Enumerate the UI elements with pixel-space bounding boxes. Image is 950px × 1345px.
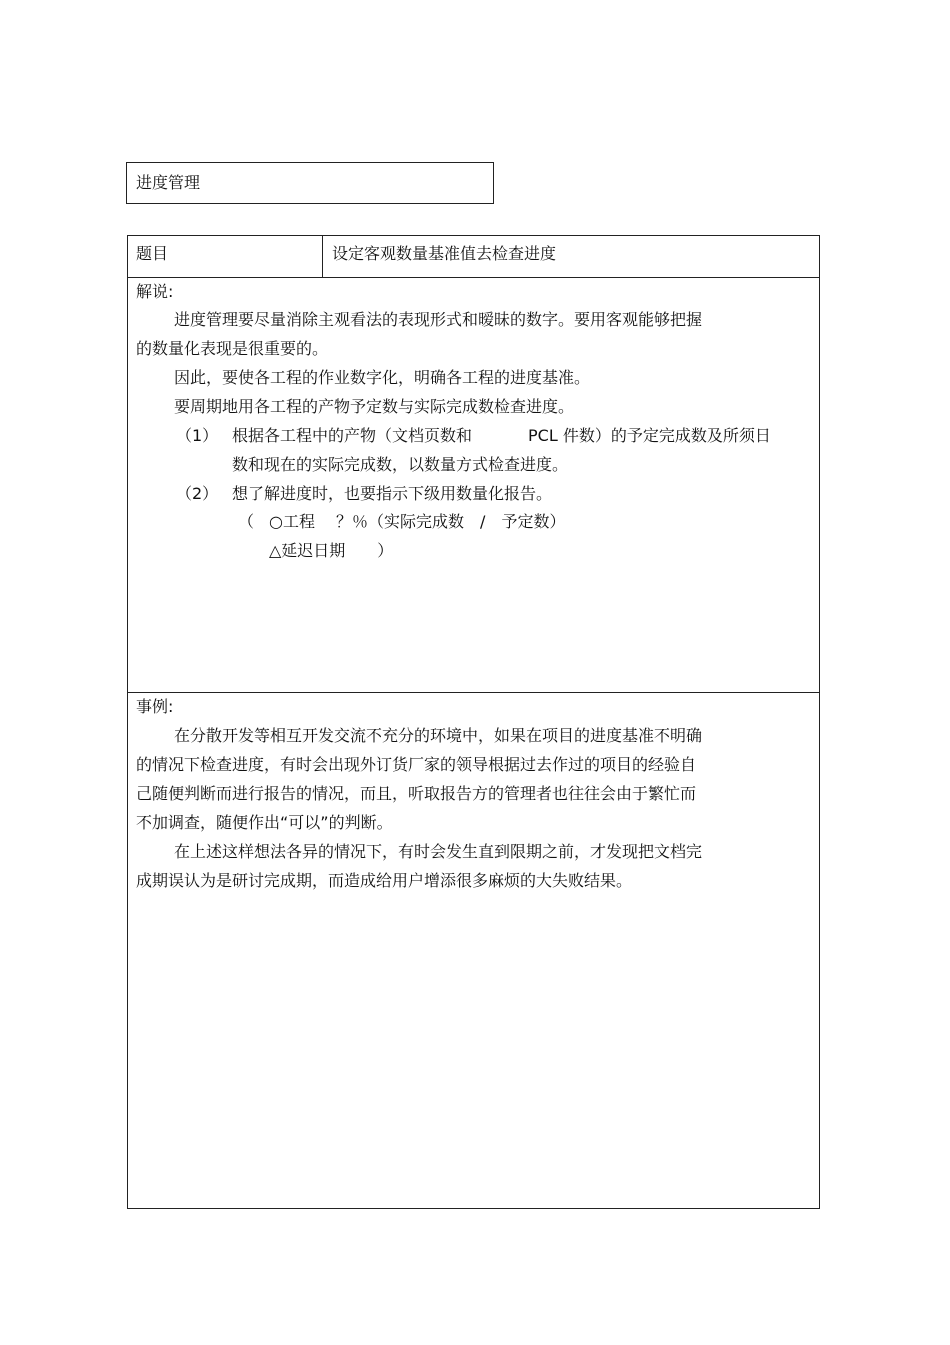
example-line: 在分散开发等相互开发交流不充分的环境中，如果在项目的进度基准不明确	[174, 726, 703, 745]
explanation-line: 的数量化表现是很重要的。	[136, 339, 329, 358]
explanation-line: 进度管理要尽量消除主观看法的表现形式和暧昧的数字。要用客观能够把握	[174, 310, 703, 329]
topic-label: 题目	[136, 244, 169, 263]
example-line: 在上述这样想法各异的情况下，有时会发生直到限期之前，才发现把文档完	[174, 842, 703, 861]
list-item-text: 数和现在的实际完成数，以数量方式检查进度。	[232, 455, 569, 474]
list-item-number: （2）	[176, 484, 219, 503]
topic-table	[127, 235, 820, 1209]
explanation-line: 因此，要使各工程的作业数字化，明确各工程的进度基准。	[174, 368, 591, 387]
row-divider-explanation	[128, 692, 819, 693]
report-format-line: △延迟日期 ）	[269, 541, 394, 560]
example-heading: 事例:	[136, 697, 174, 716]
report-format-line: ○工程 ？％（实际完成数 / 予定数）	[269, 512, 566, 531]
row-divider-topic	[128, 277, 819, 278]
category-box	[126, 162, 494, 204]
list-item-text: 想了解进度时，也要指示下级用数量化报告。	[232, 484, 553, 503]
list-item-text: 根据各工程中的产物（文档页数和	[232, 426, 473, 445]
topic-value: 设定客观数量基准值去检查进度	[332, 244, 557, 263]
explanation-line: 要周期地用各工程的产物予定数与实际完成数检查进度。	[174, 397, 575, 416]
column-divider	[322, 236, 323, 277]
report-format-open-paren: （	[238, 512, 255, 531]
example-line: 不加调查，随便作出“可以”的判断。	[136, 813, 393, 832]
category-title: 进度管理	[136, 173, 201, 192]
explanation-heading: 解说:	[136, 282, 174, 301]
example-line: 的情况下检查进度，有时会出现外订货厂家的领导根据过去作过的项目的经验自	[136, 755, 697, 774]
list-item-text: PCL 件数）的予定完成数及所须日	[528, 426, 771, 445]
list-item-number: （1）	[176, 426, 219, 445]
example-line: 己随便判断而进行报告的情况，而且，听取报告方的管理者也往往会由于繁忙而	[136, 784, 697, 803]
example-line: 成期误认为是研讨完成期，而造成给用户增添很多麻烦的大失败结果。	[136, 871, 633, 890]
